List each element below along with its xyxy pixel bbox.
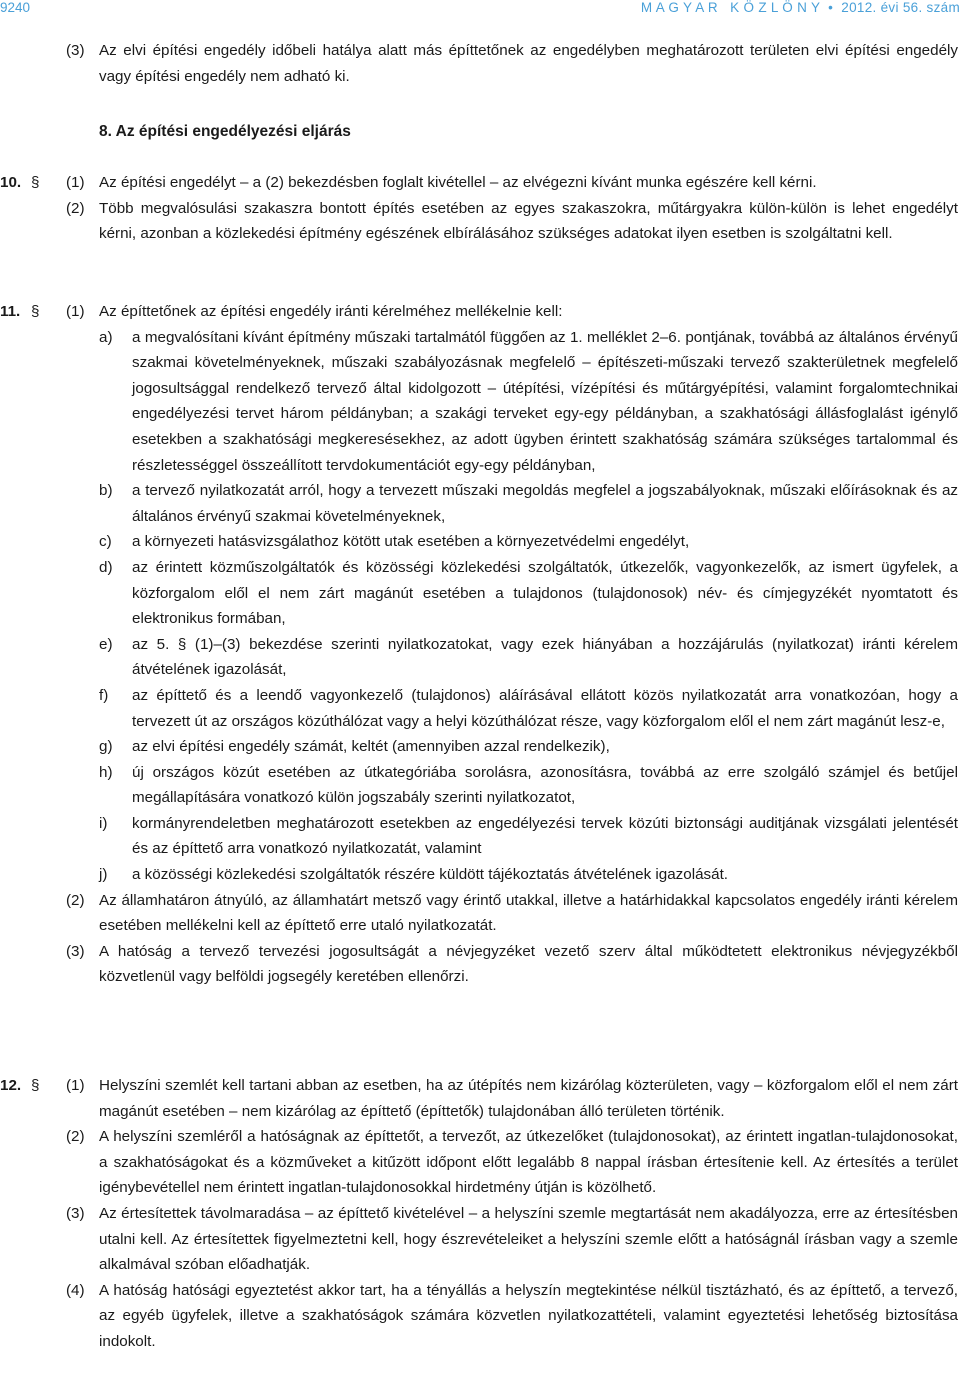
- list-item-letter: h): [99, 763, 113, 781]
- list-item-letter: d): [99, 558, 113, 576]
- section-title: 8. Az építési engedélyezési eljárás: [99, 123, 351, 140]
- paragraph: [0, 1124, 958, 1201]
- list-item-letter: a): [99, 328, 113, 346]
- list-item: [0, 555, 958, 632]
- paragraph-text: Az építési engedélyt – a (2) bekezdésben foglalt kivétellel – az elvégezni kívánt munka egészére kell kérni.: [99, 174, 817, 191]
- paragraph-number: (4): [66, 1281, 85, 1299]
- section-number: 10.: [0, 174, 22, 191]
- list-item-text: az elvi építési engedély számát, keltét (amennyiben azzal rendelkezik),: [132, 738, 610, 756]
- list-item-text: kormányrendeletben meghatározott esetekben az engedélyezési tervek közúti biztonsági auditjának vizsgálati jelentését és az építtető arra vonatkozó nyilatkozatát, valamint: [132, 814, 958, 858]
- section-symbol: §: [31, 303, 40, 320]
- list-item-letter: g): [99, 738, 113, 756]
- paragraph-text: Az értesítettek távolmaradása – az építtető kivételével – a helyszíni szemle megtartását nem akadályozza, erre az értesítésben utalni kell. Az értesítettek figyelmeztetni kell, hogy észrevételeiket a helyszíni szemle előtt a hatóságnál írásban vagy a szemle alkalmával szóban előadhatják.: [99, 1204, 958, 1274]
- paragraph-text: Helyszíni szemlét kell tartani abban az esetben, ha az útépítés nem kizárólag közterületen, vagy – közforgalom elől el nem zárt magánút esetében – nem kizárólag az építtető (építtetők) tulajdonában álló területen történik.: [99, 1077, 958, 1120]
- paragraph-text: A hatóság hatósági egyeztetést akkor tart, ha a tényállás a helyszín megtekintése nélkül tisztázható, és az építtető, a tervező, az egyéb ügyfelek, illetve a szakhatóságok számára közvetlen nyilatkozattételi, valamint egyeztetési lehetőség biztosítása indokolt.: [99, 1281, 958, 1350]
- paragraph-number: (2): [66, 199, 85, 217]
- paragraph: [0, 1073, 958, 1124]
- section-10: [0, 170, 958, 247]
- paragraph-number: (1): [66, 1077, 85, 1094]
- list-item: [0, 683, 958, 734]
- list-item: [0, 760, 958, 811]
- list-item: [0, 529, 958, 555]
- paragraph-number: (1): [66, 174, 85, 191]
- list-item: [0, 811, 958, 862]
- document-content: [0, 38, 958, 89]
- paragraph-text: Az építtetőnek az építési engedély iránti kérelméhez mellékelnie kell:: [99, 303, 563, 320]
- list-item: [0, 632, 958, 683]
- list-item-letter: i): [99, 814, 108, 832]
- list-item-letter: b): [99, 482, 113, 500]
- list-item: [0, 325, 958, 479]
- page-number: 9240: [0, 0, 31, 15]
- paragraph-number: (1): [66, 303, 85, 320]
- enumerated-list: [0, 325, 958, 888]
- paragraph: [0, 38, 958, 89]
- list-item-letter: f): [99, 686, 109, 704]
- paragraph: [0, 299, 958, 325]
- paragraph: [0, 1201, 958, 1278]
- section-11: [0, 299, 958, 990]
- list-item-letter: j): [99, 866, 108, 884]
- paragraph-number: (2): [66, 891, 85, 909]
- page-header: [0, 0, 960, 17]
- list-item-text: az építtető és a leendő vagyonkezelő (tulajdonos) aláírásával ellátott közös nyilatkozatát arra vonatkozóan, hogy a tervezett út az országos közúthálózat vagy a helyi közúthálózat része, vagy közforgalom elől el nem zárt magánút lesz-e,: [132, 686, 958, 730]
- section-symbol: §: [31, 174, 40, 191]
- list-item-letter: e): [99, 635, 113, 653]
- section-symbol: §: [31, 1077, 40, 1094]
- list-item-text: az érintett közműszolgáltatók és közösségi közlekedési szolgáltatók, útkezelők, vagyonkezelők, az ismert ügyfelek, a közforgalom elől el nem zárt magánút esetében a tulajdonos (tulajdonosok) név- és címjegyzékét nyomtatott és elektronikus formában,: [132, 558, 958, 628]
- paragraph: [0, 1278, 958, 1355]
- paragraph-number: (2): [66, 1128, 85, 1146]
- paragraph-text: A helyszíni szemléről a hatóságnak az építtetőt, a tervezőt, az útkezelőket (tulajdonosokat), az érintett ingatlan-tulajdonosokat, a szakhatóságokat és a közműveket a kitűzött időpont előtt legalább 8 nappal írásban értesítenie kell. Az értesítés a terület igénybevétellel nem érintett ingatlan-tulajdonosokkal hirdetmény útján is közölhető.: [99, 1128, 958, 1197]
- list-item-text: a megvalósítani kívánt építmény műszaki tartalmától függően az 1. melléklet 2–6. pontjának, továbbá az általános érvényű szakmai követelményeknek, műszaki szabályozásnak megfelelő – építészeti-műszaki tervező szakterületnek megfelelő jogosultsággal rendelkező tervező által kidolgozott – útépítési, vízépítési és műtárgyépítési, valamint forgalomtechnikai engedélyezési tervet három példányban; a szakági terveket egy-egy példányban, a szakhatósági állásfoglalást igénylő esetekben a szakhatósági megkeresésekhez, az adott ügyben érintett szakhatóság számára szükséges tartalommal és részletességgel összeállított tervdokumentációt egy-egy példányban,: [132, 328, 958, 474]
- list-item-text: a tervező nyilatkozatát arról, hogy a tervezett műszaki megoldás megfelel a jogszabályoknak, műszaki előírásoknak és az általános érvényű szakmai követelményeknek,: [132, 482, 958, 525]
- section-number: 12.: [0, 1077, 22, 1094]
- paragraph-text: Az elvi építési engedély időbeli hatálya alatt más építtetőnek az engedélyben meghatározott területen elvi építési engedély vagy építési engedély nem adható ki.: [99, 42, 958, 85]
- list-item: [0, 862, 958, 888]
- paragraph: [0, 170, 958, 196]
- paragraph: [0, 888, 958, 939]
- paragraph: [0, 196, 958, 247]
- paragraph-text: A hatóság a tervező tervezési jogosultságát a névjegyzéket vezető szerv által működtetett elektronikus névjegyzékből közvetlenül vagy belföldi jogsegély keretében ellenőrzi.: [99, 942, 958, 986]
- paragraph: [0, 939, 958, 990]
- section-number: 11.: [0, 303, 21, 320]
- list-item-letter: c): [99, 533, 112, 551]
- list-item: [0, 734, 958, 760]
- list-item-text: az 5. § (1)–(3) bekezdése szerinti nyilatkozatokat, vagy ezek hiányában a hozzájárulás (nyilatkozat) iránti kérelem átvételének igazolását,: [132, 635, 958, 679]
- list-item-text: új országos közút esetében az útkategóriába sorolásra, azonosításra, továbbá az erre szolgáló számjel és betűjel megállapítására vonatkozó külön jogszabály szerinti nyilatkozatot,: [132, 763, 958, 807]
- list-item: [0, 478, 958, 529]
- list-item-text: a környezeti hatásvizsgálathoz kötött utak esetében a környezetvédelmi engedélyt,: [132, 533, 690, 551]
- paragraph-number: (3): [66, 42, 85, 59]
- journal-title: M A G Y A R K Ö Z L Ö N Y • 2012. évi 56. szám: [640, 0, 960, 15]
- paragraph-text: Több megvalósulási szakaszra bontott építés esetében az egyes szakaszokra, műtárgyakra külön-külön is lehet engedélyt kérni, azonban a közlekedési építmény egészének elbírálásához szükséges adatokat ilyen esetben is szolgáltatni kell.: [99, 199, 958, 243]
- paragraph-number: (3): [66, 1204, 85, 1222]
- section-12: [0, 1073, 958, 1355]
- paragraph-text: Az államhatáron átnyúló, az államhatárt metsző vagy érintő utakkal, illetve a határhidakkal kapcsolatos engedély iránti kérelem esetében mellékelni kell az építtető erre utaló nyilatkozatát.: [99, 891, 958, 935]
- list-item-text: a közösségi közlekedési szolgáltatók részére küldött tájékoztatás átvételének igazolását.: [132, 866, 729, 884]
- paragraph-number: (3): [66, 942, 85, 960]
